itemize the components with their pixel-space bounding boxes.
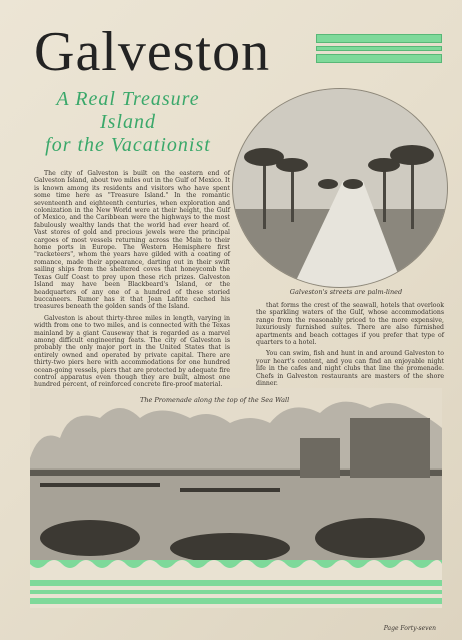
page-number: Page Forty-seven bbox=[383, 625, 436, 632]
decor-bar bbox=[316, 54, 442, 63]
paragraph: The city of Galveston is built on the eastern end of Galveston Island, about two miles out in the Gulf of Mexico. It is known among its residents and visitors who have spent some time here as "Treasure Island." In the romantic seventeenth and eighteenth centuries, when exploration and colonization in the New World were at their height, the Gulf of Mexico, and the Caribbean were the highways to the most fabulously wealthy lands that the world had ever heard of. Vast stores of gold and precious jewels were the principal cargoes of most vessels returning across the Main to their home ports in Europe. The Western Hemisphere first "racketeers", whom the years have gilded with a coating of romance, made their appearance, darting out in their swift sailing ships from the sheltered coves that honeycomb the Texas Gulf Coast to prey upon these rich prizes. Galveston Island may have been Blackbeard's Island, or the headquarters of any one of a hundred of these storied buccaneers. Rumor has it that Jean Lafitte cached his treasures beneath the golden sands of the Island. bbox=[34, 170, 230, 311]
seawall-promenade-photo bbox=[30, 388, 442, 564]
paragraph: that forms the crest of the seawall, hotels that overlook the sparkling waters of the Gulf, whose accommodations range from the reasonably priced to the more expensive, luxuriously furnished suites. There are also furnished apartments and beach cottages if you prefer that type of quarters to a hotel. bbox=[256, 302, 444, 347]
subtitle-line: for the Vacationist bbox=[45, 134, 211, 156]
wide-photo-caption: The Promenade along the top of the Sea Wall bbox=[140, 396, 290, 404]
page-title: Galveston bbox=[34, 21, 271, 83]
subtitle-line: A Real Treasure bbox=[56, 88, 200, 110]
subtitle bbox=[28, 88, 228, 157]
paragraph: You can swim, fish and hunt in and around Galveston to your heart's content, and you can find an enjoyable night life in the cafes and night clubs that line the promenade. Chefs in Galveston restaurants are masters of the shore dinner. bbox=[256, 350, 444, 388]
promenade-illustration bbox=[30, 388, 442, 564]
palm-street-illustration bbox=[233, 89, 447, 287]
oval-photo-caption: Galveston's streets are palm-lined bbox=[289, 288, 403, 296]
green-wave-band bbox=[30, 560, 442, 608]
subtitle-line: Island bbox=[100, 111, 156, 133]
palm-street-photo bbox=[232, 88, 448, 288]
decor-bar bbox=[316, 46, 442, 51]
paragraph: Galveston is about thirty-three miles in length, varying in width from one to two miles, and is connected with the Texas mainland by a giant Causeway that is regarded as a marvel among difficult engineering feats. The city of Galveston is probably the only major port in the United States that is entirely owned and operated by private capital. There are thirty-two piers here with accommodations for one hundred ocean-going vessels, piers that are protected by adequate fire control apparatus even though they are built, almost one hundred percent, of reinforced concrete fire-proof material. bbox=[34, 314, 230, 389]
title-decor-bars bbox=[316, 34, 442, 66]
decor-bar bbox=[316, 34, 442, 43]
right-column-text bbox=[256, 302, 444, 391]
